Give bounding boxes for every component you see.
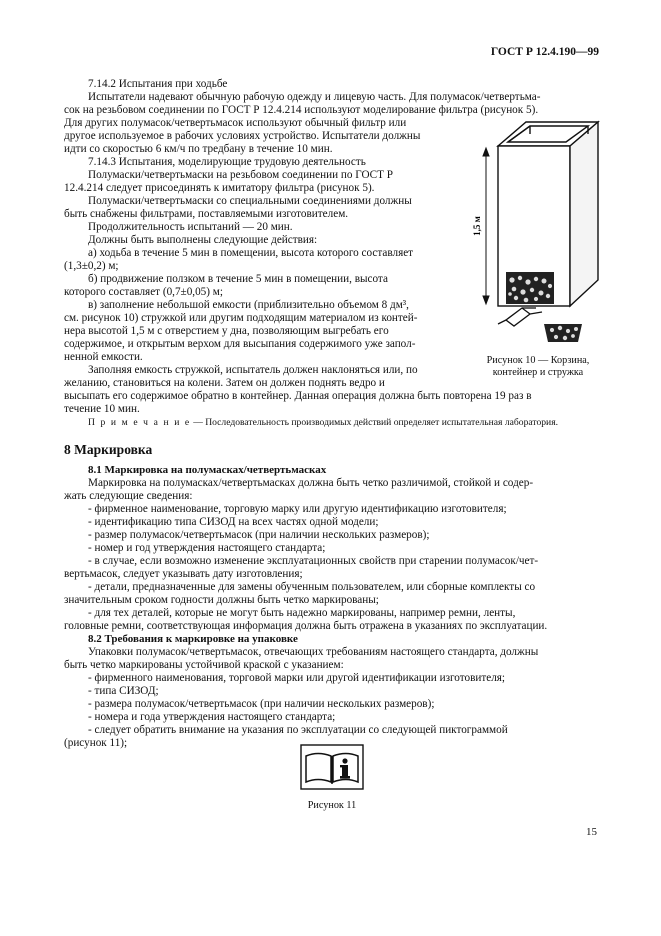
text-line: - фирменного наименования, торговой марки или другой идентификации изготовителя; bbox=[88, 672, 506, 684]
text-line: головные ремни, соответствующая информация должна быть отражена в указаниях по эксплуатации. bbox=[64, 620, 548, 632]
text-line: Продолжительность испытаний — 20 мин. bbox=[88, 221, 293, 233]
text-line: - типа СИЗОД; bbox=[88, 685, 159, 697]
text-line: (рисунок 11); bbox=[64, 737, 128, 749]
heading-7-14-2: 7.14.2 Испытания при ходьбе bbox=[88, 78, 228, 90]
text-line: значительным сроком годности должны быть четко маркированы; bbox=[64, 594, 379, 606]
note-label: П р и м е ч а н и е bbox=[88, 417, 191, 428]
text-line: другое используемое в рабочих условиях устройство. Испытатели должны bbox=[64, 130, 421, 142]
text-line: Для других полумасок/четвертьмасок используют обычный фильтр или bbox=[64, 117, 407, 129]
page-number: 15 bbox=[586, 826, 597, 838]
text-line: - размера полумасок/четвертьмасок (при наличии нескольких размеров); bbox=[88, 698, 435, 710]
text-line: течение 10 мин. bbox=[64, 403, 140, 415]
note bbox=[88, 417, 558, 429]
text-line: идти со скоростью 6 км/ч по тредбану в течение 10 мин. bbox=[64, 143, 333, 155]
text-line: 12.4.214 следует присоединять к имитатору фильтра (рисунок 5). bbox=[64, 182, 375, 194]
text-line: - детали, предназначенные для замены обученным пользователем, или сборные комплекты со bbox=[88, 581, 536, 593]
text-line: Полумаски/четвертьмаски на резьбовом соединении по ГОСТ Р bbox=[88, 169, 393, 181]
text-line: ненной емкости. bbox=[64, 351, 143, 363]
dimension-label: 1,5 м bbox=[472, 216, 482, 236]
text-line: Маркировка на полумасках/четвертьмасках должна быть четко различимой, стойкой и содер- bbox=[88, 477, 534, 489]
text-line: высыпать его содержимое обратно в контейнер. Данная операция должна быть повторена 19 раз в bbox=[64, 390, 532, 402]
figure-10-caption-1: Рисунок 10 — Корзина, bbox=[486, 355, 590, 366]
text-line: - размер полумасок/четвертьмасок (при наличии нескольких размеров); bbox=[88, 529, 430, 541]
text-line: которого составляет (0,7±0,05) м; bbox=[64, 286, 223, 298]
text-line: в) заполнение небольшой емкости (приблизительно объемом 8 дм³, bbox=[88, 299, 409, 311]
note-text: — Последовательность производимых действий определяет испытательная лаборатория. bbox=[190, 417, 559, 428]
text-line: сок на резьбовом соединении по ГОСТ Р 12.4.214 используют моделирование фильтра (рисунок 5). bbox=[64, 104, 539, 116]
text-line: (1,3±0,2) м; bbox=[64, 260, 119, 272]
text-line: Заполняя емкость стружкой, испытатель должен наклоняться или, по bbox=[88, 364, 418, 376]
text-line: жать следующие сведения: bbox=[64, 490, 193, 502]
figure-11-caption: Рисунок 11 bbox=[307, 800, 357, 811]
text-line: - номера и года утверждения настоящего стандарта; bbox=[88, 711, 336, 723]
text-line: Должны быть выполнены следующие действия: bbox=[88, 234, 318, 246]
section-8-heading: 8 Маркировка bbox=[64, 442, 153, 457]
text-line: быть четко маркированы устойчивой краской с указанием: bbox=[64, 659, 344, 671]
text-line: содержимое, и открытым верхом для высыпания содержимого уже запол- bbox=[64, 338, 416, 350]
section-8-2-heading: 8.2 Требования к маркировке на упаковке bbox=[88, 633, 298, 645]
standard-number: ГОСТ Р 12.4.190—99 bbox=[490, 46, 599, 58]
text-line: а) ходьба в течение 5 мин в помещении, высота которого составляет bbox=[88, 247, 414, 259]
text-line: - в случае, если возможно изменение эксплуатационных свойств при старении полумасок/чет- bbox=[88, 555, 539, 567]
text-line: быть снабжены фильтрами, поставляемыми изготовителем. bbox=[64, 208, 349, 220]
text-line: - следует обратить внимание на указания по эксплуатации со следующей пиктограммой bbox=[88, 724, 508, 736]
figure-10-container-illustration bbox=[470, 108, 610, 348]
manual-info-icon bbox=[300, 744, 364, 790]
text-line: Полумаски/четвертьмаски со специальными соединениями должны bbox=[88, 195, 412, 207]
text-line: см. рисунок 10) стружкой или другим подходящим материалом из контей- bbox=[64, 312, 418, 324]
text-line: Упаковки полумасок/четвертьмасок, отвечающих требованиям настоящего стандарта, должны bbox=[88, 646, 539, 658]
text-line: б) продвижение ползком в течение 5 мин в помещении, высота bbox=[88, 273, 388, 285]
text-line: - фирменное наименование, торговую марку или другую идентификацию изготовителя; bbox=[88, 503, 507, 515]
text-line: - номер и год утверждения настоящего стандарта; bbox=[88, 542, 326, 554]
text-line: желанию, становиться на колени. Затем он должен поднять ведро и bbox=[64, 377, 385, 389]
text-line: нера высотой 1,5 м с отверстием у дна, позволяющим выгребать его bbox=[64, 325, 389, 337]
text-line: - идентификацию типа СИЗОД на всех частях одной модели; bbox=[88, 516, 379, 528]
heading-7-14-3: 7.14.3 Испытания, моделирующие трудовую деятельность bbox=[88, 156, 366, 168]
text-line: Испытатели надевают обычную рабочую одежду и лицевую часть. Для полумасок/четвертьма- bbox=[88, 91, 541, 103]
figure-10-caption-2: контейнер и стружка bbox=[492, 367, 584, 378]
text-line: вертьмасок, следует указывать дату изготовления; bbox=[64, 568, 303, 580]
basket bbox=[544, 324, 582, 342]
text-line: - для тех деталей, которые не могут быть надежно маркированы, например ремни, ленты, bbox=[88, 607, 516, 619]
section-8-1-heading: 8.1 Маркировка на полумасках/четвертьмасках bbox=[88, 464, 327, 476]
